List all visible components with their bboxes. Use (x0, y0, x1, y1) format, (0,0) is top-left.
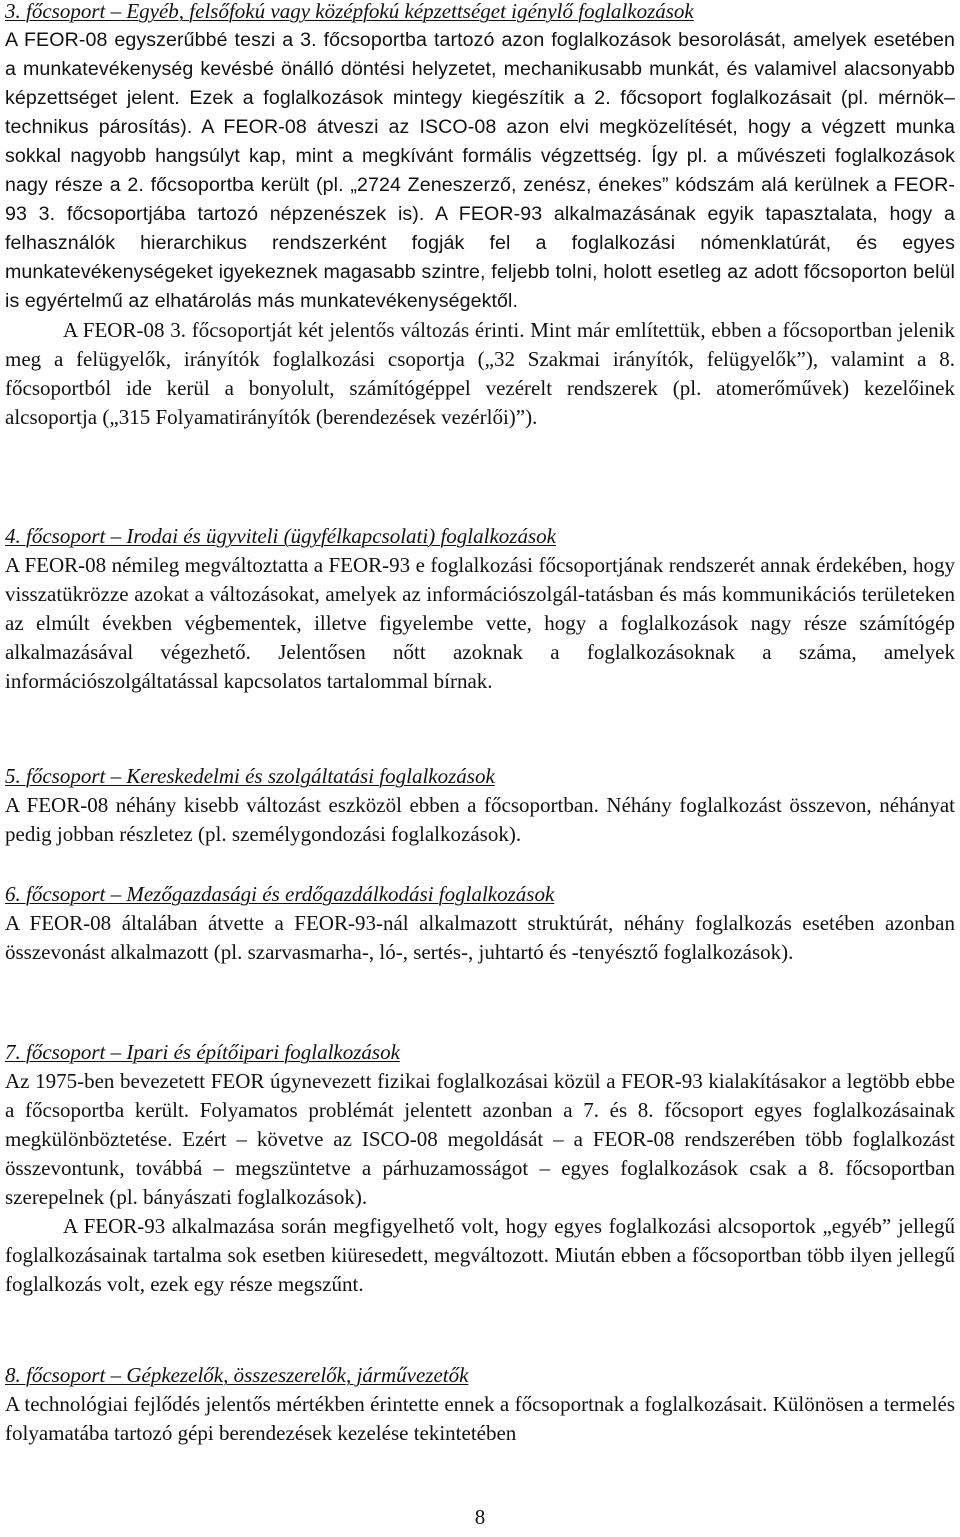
section-heading: 4. főcsoport – Irodai és ügyviteli (ügyfélkapcsolati) foglalkozások (5, 524, 556, 548)
section-5 (5, 762, 955, 849)
section-6 (5, 880, 955, 967)
section-3 (5, 0, 955, 432)
page-number: 8 (474, 1505, 486, 1529)
paragraph: A technológiai fejlődés jelentős mértékben érintette ennek a főcsoportnak a foglalkozásait. Különösen a termelés folyamatába tartozó gépi berendezések kezelése tekintetében (5, 1392, 955, 1445)
section-4 (5, 522, 955, 696)
paragraph: A FEOR-93 alkalmazása során megfigyelhető volt, hogy egyes foglalkozási alcsoportok „egyéb” jellegű foglalkozásainak tartalma sok esetben kiüresedett, megváltozott. Miután ebben a főcsoportban több ilyen jellegű foglalkozás volt, ezek egy része megszűnt. (5, 1214, 955, 1296)
section-heading: 5. főcsoport – Kereskedelmi és szolgáltatási foglalkozások (5, 764, 495, 788)
paragraph: A FEOR-08 néhány kisebb változást eszközöl ebben a főcsoportban. Néhány foglalkozást összevon, néhányat pedig jobban részletez (pl. személygondozási foglalkozások). (5, 793, 955, 846)
paragraph: A FEOR-08 általában átvette a FEOR-93-nál alkalmazott struktúrát, néhány foglalkozás esetében azonban összevonást alkalmazott (pl. szarvasmarha-, ló-, sertés-, juhtartó és -tenyésztő foglalkozások). (5, 911, 955, 964)
section-heading: 8. főcsoport – Gépkezelők, összeszerelők, járművezetők (5, 1363, 469, 1387)
section-7 (5, 1038, 955, 1299)
section-heading: 7. főcsoport – Ipari és építőipari foglalkozások (5, 1040, 400, 1064)
paragraph: A FEOR-08 3. főcsoportját két jelentős változás érinti. Mint már említettük, ebben a főcsoportban jelenik meg a felügyelők, irányítók foglalkozási csoportja („32 Szakmai irányítók, felügyelők”), valamint a 8. főcsoportból ide kerül a bonyolult, számítógéppel vezérelt rendszerek (pl. atomerőművek) kezelőinek alcsoportja („315 Folyamatirányítók (berendezések vezérlői)”). (5, 318, 955, 429)
section-heading: 3. főcsoport – Egyéb, felsőfokú vagy középfokú képzettséget igénylő foglalkozások (5, 0, 694, 23)
section-8 (5, 1361, 955, 1448)
section-heading: 6. főcsoport – Mezőgazdasági és erdőgazdálkodási foglalkozások (5, 882, 555, 906)
paragraph: Az 1975-ben bevezetett FEOR úgynevezett fizikai foglalkozásai közül a FEOR-93 kialakításakor a legtöbb ebbe a főcsoportba került. Folyamatos problémát jelentett azonban a 7. és 8. főcsoport egyes foglalkozásainak megkülönböztetése. Ezért – követve az ISCO-08 megoldását – a FEOR-08 rendszerében több foglalkozást összevontunk, továbbá – megszüntetve a párhuzamosságot – egyes foglalkozások csak a 8. főcsoportban szerepelnek (pl. bányászati foglalkozások). (5, 1069, 955, 1209)
paragraph: A FEOR-08 némileg megváltoztatta a FEOR-93 e foglalkozási főcsoportjának rendszerét annak érdekében, hogy visszatükrözze azokat a változásokat, amelyek az információszolgál-tatásban és más kommunikációs területeken az elmúlt években végbementek, illetve figyelembe vette, hogy a foglalkozások nagy része számítógép alkalmazásával végezhető. Jelentősen nőtt azoknak a foglalkozásoknak a száma, amelyek információszolgáltatással kapcsolatos tartalommal bírnak. (5, 553, 955, 693)
paragraph: A FEOR-08 egyszerűbbé teszi a 3. főcsoportba tartozó azon foglalkozások besorolását, amelyek esetében a munkatevékenység kevésbé önálló döntési helyzetet, mechanikusabb munkát, és valamivel alacsonyabb képzettséget jelent. Ezek a foglalkozások mintegy kiegészítik a 2. főcsoport foglalkozásait (pl. mérnök–technikus párosítás). A FEOR-08 átveszi az ISCO-08 azon elvi megközelítését, hogy a végzett munka sokkal nagyobb hangsúlyt kap, mint a megkívánt formális végzettség. Így pl. a művészeti foglalkozások nagy része a 2. főcsoportba került (pl. „2724 Zeneszerző, zenész, énekes” kódszám alá kerülnek a FEOR-93 3. főcsoportjába tartozó népzenészek is). A FEOR-93 alkalmazásának egyik tapasztalata, hogy a felhasználók hierarchikus rendszerként fogják fel a foglalkozási nómenklatúrát, és egyes munkatevékenységeket igyekeznek magasabb szintre, feljebb tolni, holott esetleg az adott főcsoporton belül is egyértelmű az elhatárolás más munkatevékenységektől. (5, 29, 955, 312)
